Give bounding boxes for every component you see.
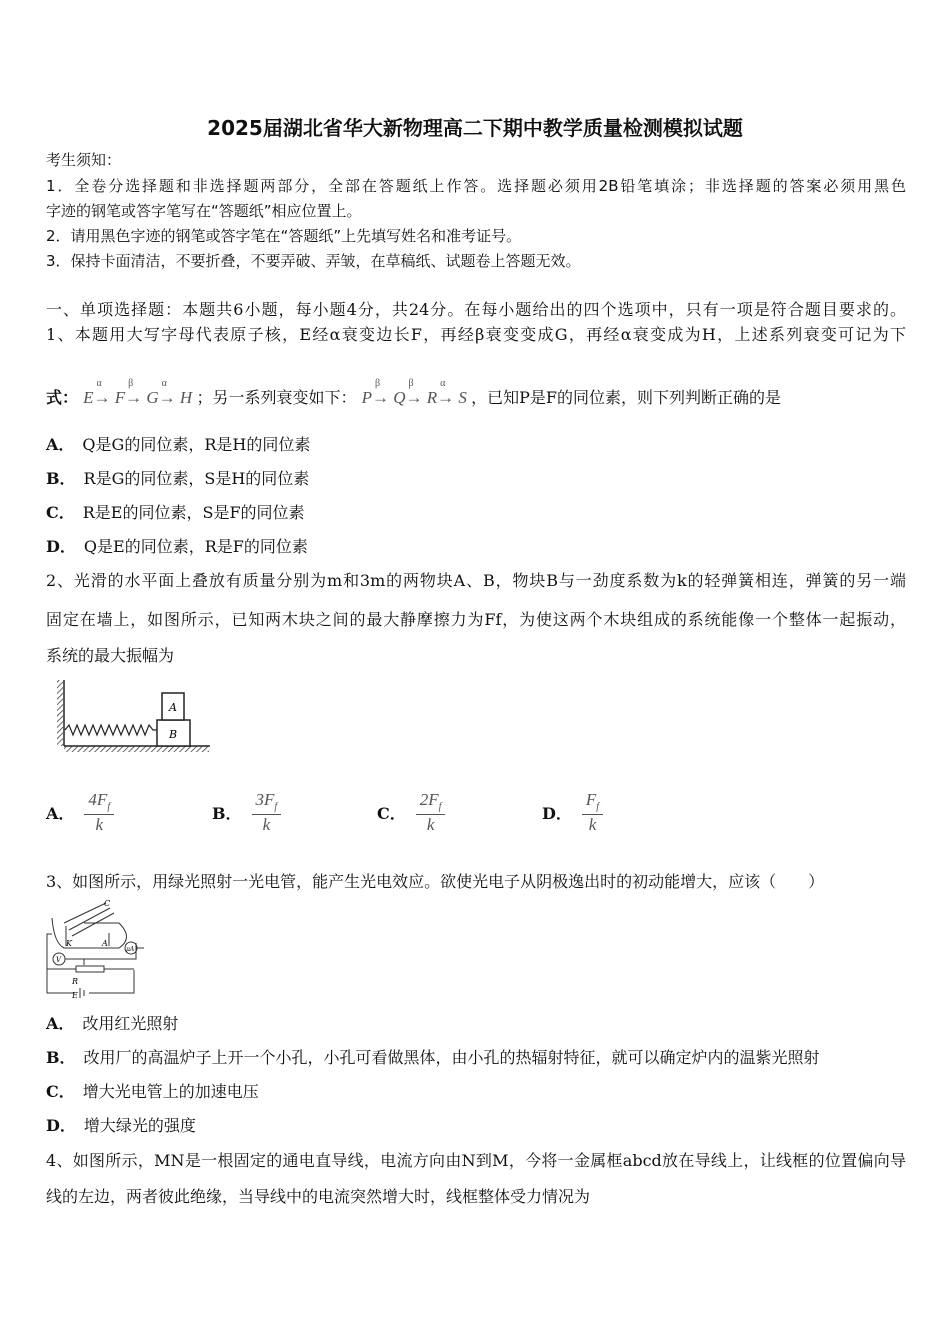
nucleus: H: [179, 388, 193, 407]
decay-label: β: [408, 378, 414, 389]
decay-label: α: [96, 378, 102, 389]
q3-text: 3、如图所示，用绿光照射一光电管，能产生光电效应。欲使光电子从阴极逸出时的初动能增大，应该（ ）: [46, 872, 825, 891]
q2-option-c: C． $\frac{2F_f}{k}$: [377, 790, 445, 835]
label-microammeter: μA: [126, 946, 135, 953]
spring-blocks-figure: [55, 678, 215, 758]
q3-option-a: A． 改用红光照射: [46, 1014, 179, 1033]
q2-text: 系统的最大振幅为: [46, 646, 175, 665]
notice-line: 字迹的钢笔或答字笔写在“答题纸”相应位置上。: [46, 202, 362, 220]
q2-option-d: D． $\frac{F_f}{k}$: [542, 790, 603, 835]
q1-option-b: B． R是G的同位素，S是H的同位素: [46, 469, 310, 488]
q2-text: 2、光滑的水平面上叠放有质量分别为m和3m的两物块A、B，物块B与一劲度系数为k的轻弹簧相连，弹簧的另一端: [46, 571, 906, 590]
q3-option-d: D． 增大绿光的强度: [46, 1116, 196, 1135]
notice-line: 1．全卷分选择题和非选择题两部分，全部在答题纸上作答。选择题必须用2B铅笔填涂；非选择题的答案必须用黑色: [46, 177, 906, 195]
notice-heading: 考生须知：: [46, 151, 122, 169]
label-c: C: [104, 899, 111, 908]
q4-text: 4、如图所示，MN是一根固定的通电直导线，电流方向由N到M，今将一金属框abcd放在导线上，让线框的位置偏向导: [46, 1151, 906, 1170]
q1-text: 1、本题用大写字母代表原子核，E经α衰变边长F，再经β衰变变成G，再经α衰变成为H，上述系列衰变可记为下: [46, 325, 906, 344]
nucleus: F: [114, 388, 126, 407]
q1-middle: ；另一系列衰变如下：: [196, 388, 357, 407]
nucleus: R: [426, 388, 438, 407]
q2-option-b: B． $\frac{3F_f}{k}$: [212, 790, 281, 835]
q2-option-a: A． $\frac{4F_f}{k}$: [46, 790, 114, 835]
q2-text: 固定在墙上，如图所示，已知两木块之间的最大静摩擦力为Ff，为使这两个木块组成的系统能像一个整体一起振动，: [46, 610, 906, 629]
nucleus: P: [361, 388, 372, 407]
section-heading: 一、单项选择题：本题共6小题，每小题4分，共24分。在每小题给出的四个选项中，只有一项是符合题目要求的。: [46, 300, 906, 319]
label-r: R: [72, 977, 79, 986]
decay-chain-1: E→ α F→ β G→ α H: [83, 388, 196, 407]
q3-option-b: B． 改用厂的高温炉子上开一个小孔，小孔可看做黑体，由小孔的热辐射特征，就可以确定炉内的温紫光照射: [46, 1048, 820, 1067]
nucleus: S: [458, 388, 467, 407]
q1-prefix: 式：: [46, 388, 79, 407]
page-title: 2025届湖北省华大新物理高二下期中教学质量检测模拟试题: [207, 116, 743, 140]
q1-option-d: D． Q是E的同位素，R是F的同位素: [46, 537, 308, 556]
decay-label: β: [374, 378, 381, 389]
phototube-circuit-figure: [44, 898, 159, 998]
label-k: K: [66, 939, 72, 948]
label-voltmeter: V: [56, 956, 62, 964]
decay-label: β: [128, 378, 134, 389]
decay-label: α: [440, 378, 446, 389]
q1-option-c: C． R是E的同位素，S是F的同位素: [46, 503, 305, 522]
nucleus: Q: [393, 388, 406, 407]
nucleus: E: [83, 388, 94, 407]
q3-option-c: C． 增大光电管上的加速电压: [46, 1082, 259, 1101]
q1-suffix: ，已知P是F的同位素，则下列判断正确的是: [471, 388, 781, 407]
notice-line: 2．请用黑色字迹的钢笔或答字笔在“答题纸”上先填写姓名和准考证号。: [46, 227, 522, 245]
block-a-label: A: [169, 701, 177, 714]
decay-chain-2: P→ β Q→ β R→ α S: [362, 388, 472, 407]
q1-formula-line: [46, 378, 781, 409]
block-b-label: B: [168, 728, 178, 741]
nucleus: G: [146, 388, 159, 407]
notice-line: 3．保持卡面清洁，不要折叠，不要弄破、弄皱，在草稿纸、试题卷上答题无效。: [46, 252, 581, 270]
q1-option-a: A． Q是G的同位素，R是H的同位素: [46, 435, 311, 454]
label-e: E: [72, 991, 78, 998]
q4-text: 线的左边，两者彼此绝缘，当导线中的电流突然增大时，线框整体受力情况为: [46, 1187, 591, 1206]
decay-label: α: [161, 378, 167, 389]
label-a: A: [102, 939, 108, 948]
